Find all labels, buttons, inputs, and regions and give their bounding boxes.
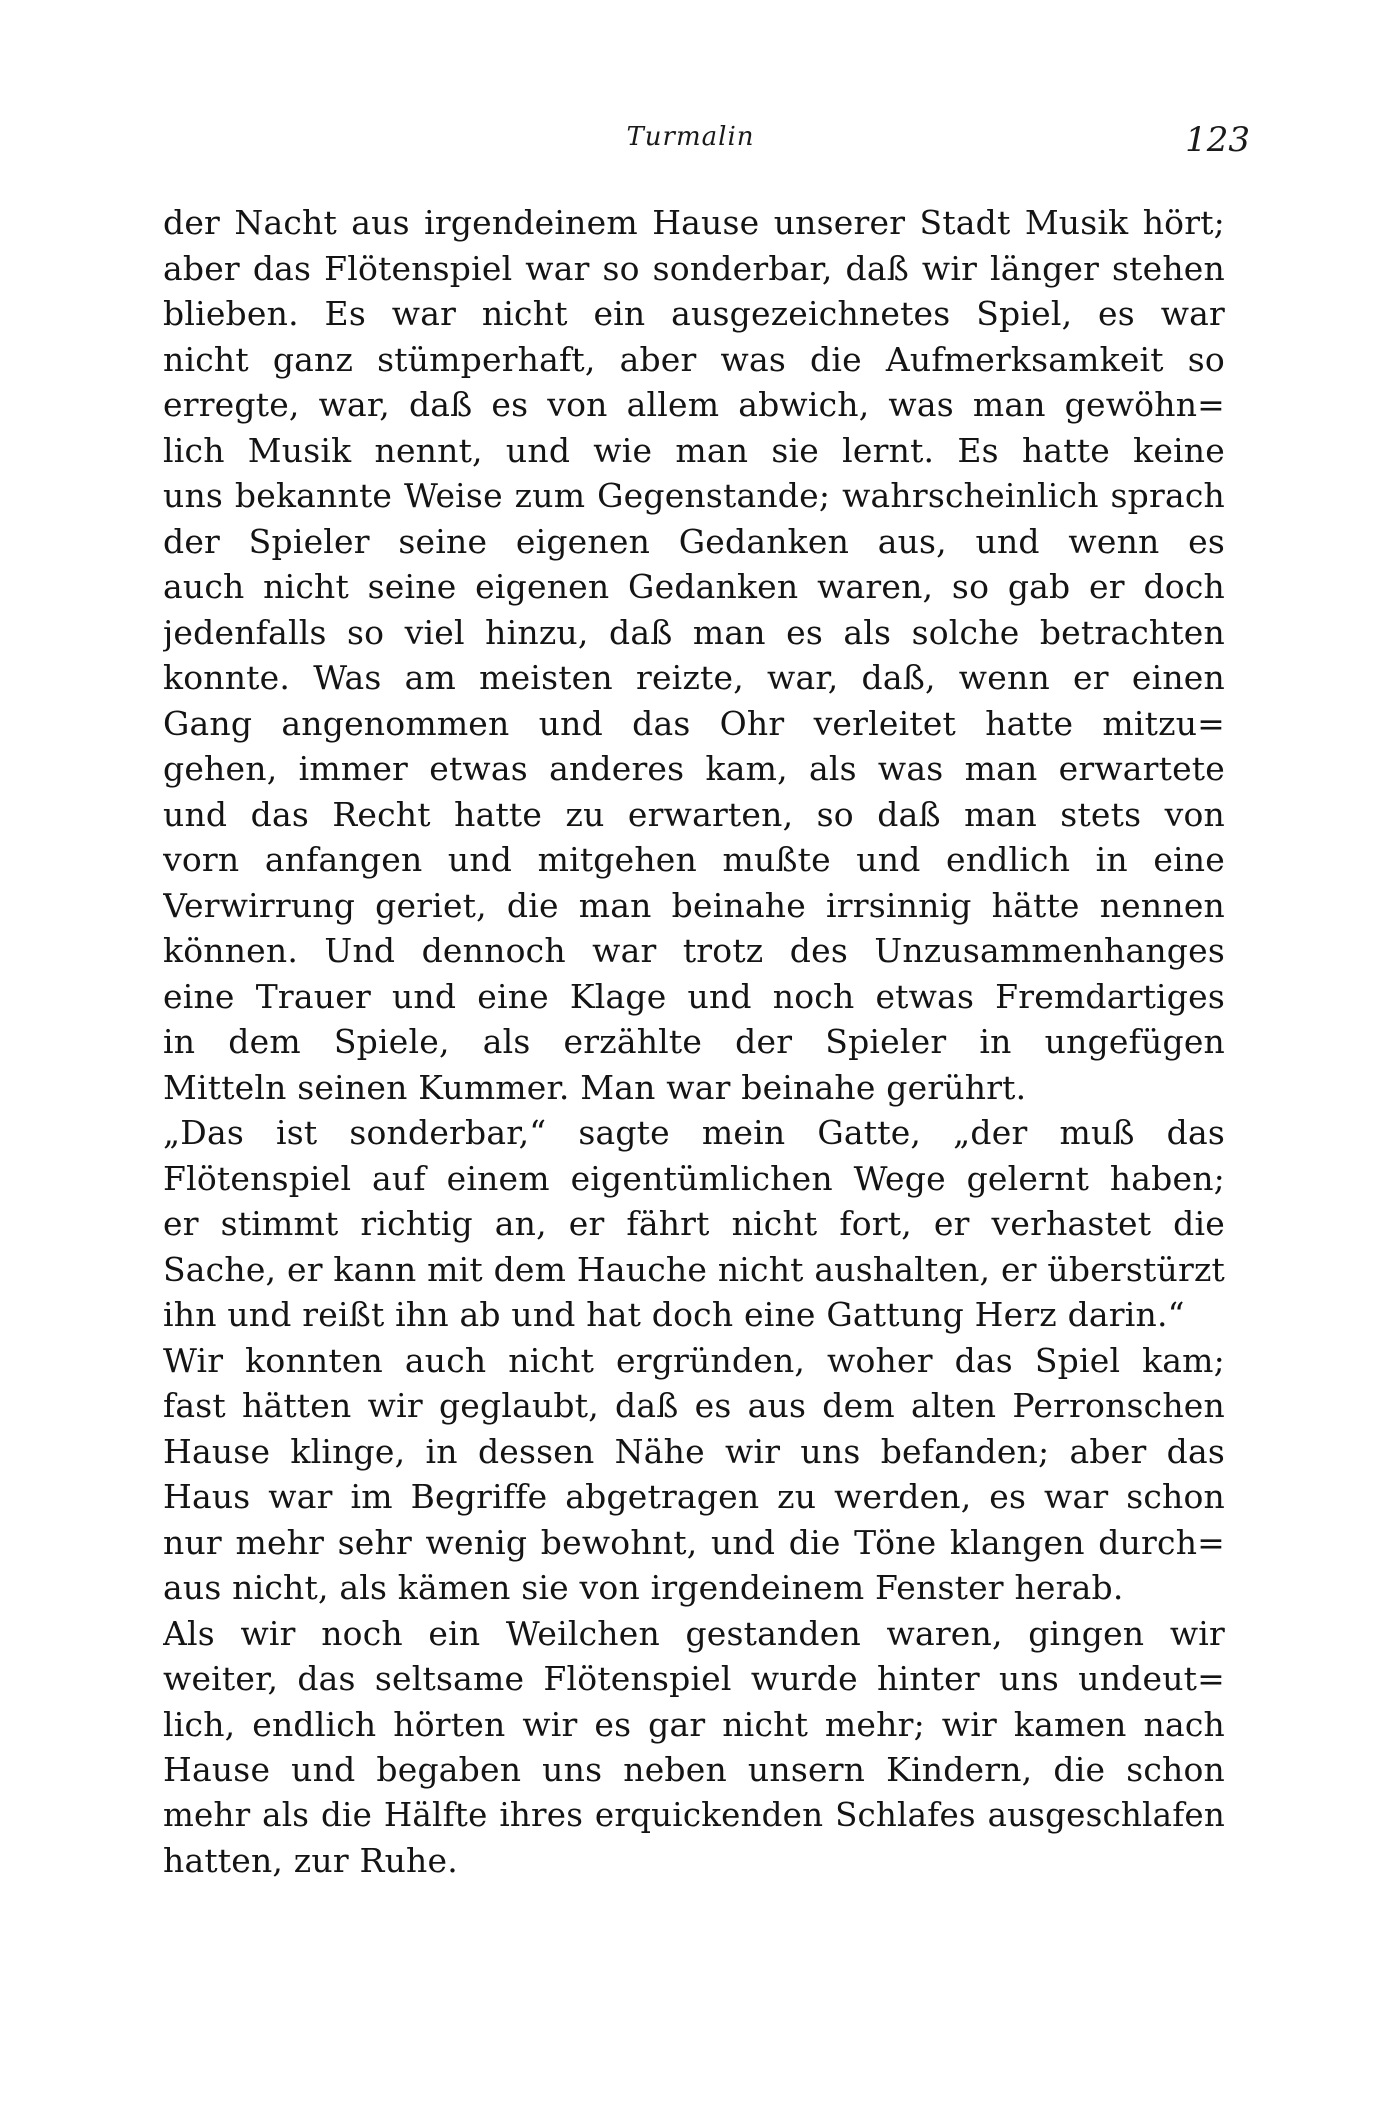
text-line: lich Musik nennt, und wie man sie lernt. Es hatte keine <box>163 430 1225 470</box>
text-line: Sache, er kann mit dem Hauche nicht aushalten, er überstürzt <box>163 1249 1225 1289</box>
text-line: Gang angenommen und das Ohr verleitet hatte mitzu= <box>163 703 1225 743</box>
text-line: hatten, zur Ruhe. <box>163 1841 458 1880</box>
text-line: erregte, war, daß es von allem abwich, was man gewöhn= <box>163 385 1225 424</box>
body-text <box>163 200 1225 1884</box>
text-line: auch nicht seine eigenen Gedanken waren, so gab er doch <box>163 567 1225 606</box>
text-line: Hause und begaben uns neben unsern Kindern, die schon <box>163 1750 1225 1789</box>
text-line: der Spieler seine eigenen Gedanken aus, und wenn es <box>163 521 1225 561</box>
page-number: 123 <box>1185 120 1250 160</box>
text-line: uns bekannte Weise zum Gegenstande; wahrscheinlich sprach <box>163 476 1225 515</box>
text-line: nicht ganz stümperhaft, aber was die Aufmerksamkeit so <box>163 339 1225 379</box>
text-line: aus nicht, als kämen sie von irgendeinem Fenster herab. <box>163 1568 1124 1607</box>
text-line: nur mehr sehr wenig bewohnt, und die Töne klangen durch= <box>163 1522 1225 1562</box>
text-line: können. Und dennoch war trotz des Unzusammenhanges <box>163 931 1225 970</box>
text-line: Verwirrung geriet, die man beinahe irrsinnig hätte nennen <box>163 885 1225 925</box>
text-line: fast hätten wir geglaubt, daß es aus dem alten Perronschen <box>163 1386 1225 1425</box>
text-line: Flötenspiel auf einem eigentümlichen Wege gelernt haben; <box>163 1158 1225 1198</box>
text-line: er stimmt richtig an, er fährt nicht fort, er verhastet die <box>163 1204 1225 1243</box>
text-line: lich, endlich hörten wir es gar nicht mehr; wir kamen nach <box>163 1704 1225 1744</box>
text-line: Haus war im Begriffe abgetragen zu werden, es war schon <box>163 1477 1225 1516</box>
text-line: und das Recht hatte zu erwarten, so daß man stets von <box>163 794 1225 834</box>
text-line: vorn anfangen und mitgehen mußte und endlich in eine <box>163 840 1225 879</box>
running-title: Turmalin <box>626 122 755 152</box>
text-line: „Das ist sonderbar,“ sagte mein Gatte, „der muß das <box>163 1113 1225 1152</box>
text-line: Wir konnten auch nicht ergründen, woher das Spiel kam; <box>163 1340 1225 1380</box>
text-line: konnte. Was am meisten reizte, war, daß, wenn er einen <box>163 658 1225 697</box>
text-line: weiter, das seltsame Flötenspiel wurde hinter uns undeut= <box>163 1659 1225 1698</box>
text-line: eine Trauer und eine Klage und noch etwas Fremdartiges <box>163 976 1225 1016</box>
text-line: Mitteln seinen Kummer. Man war beinahe gerührt. <box>163 1067 1027 1107</box>
text-line: blieben. Es war nicht ein ausgezeichnetes Spiel, es war <box>163 294 1225 333</box>
text-line: jedenfalls so viel hinzu, daß man es als solche betrachten <box>163 612 1225 652</box>
text-line: gehen, immer etwas anderes kam, als was man erwartete <box>163 749 1225 788</box>
text-line: mehr als die Hälfte ihres erquickenden Schlafes ausgeschlafen <box>163 1795 1225 1834</box>
text-line: aber das Flötenspiel war so sonderbar, daß wir länger stehen <box>163 248 1225 288</box>
text-line: in dem Spiele, als erzählte der Spieler in ungefügen <box>163 1022 1225 1061</box>
text-line: Hause klinge, in dessen Nähe wir uns befanden; aber das <box>163 1431 1225 1471</box>
text-line: der Nacht aus irgendeinem Hause unserer Stadt Musik hört; <box>163 203 1225 242</box>
text-line: ihn und reißt ihn ab und hat doch eine Gattung Herz darin.“ <box>163 1295 1185 1334</box>
text-line: Als wir noch ein Weilchen gestanden waren, gingen wir <box>163 1613 1225 1653</box>
